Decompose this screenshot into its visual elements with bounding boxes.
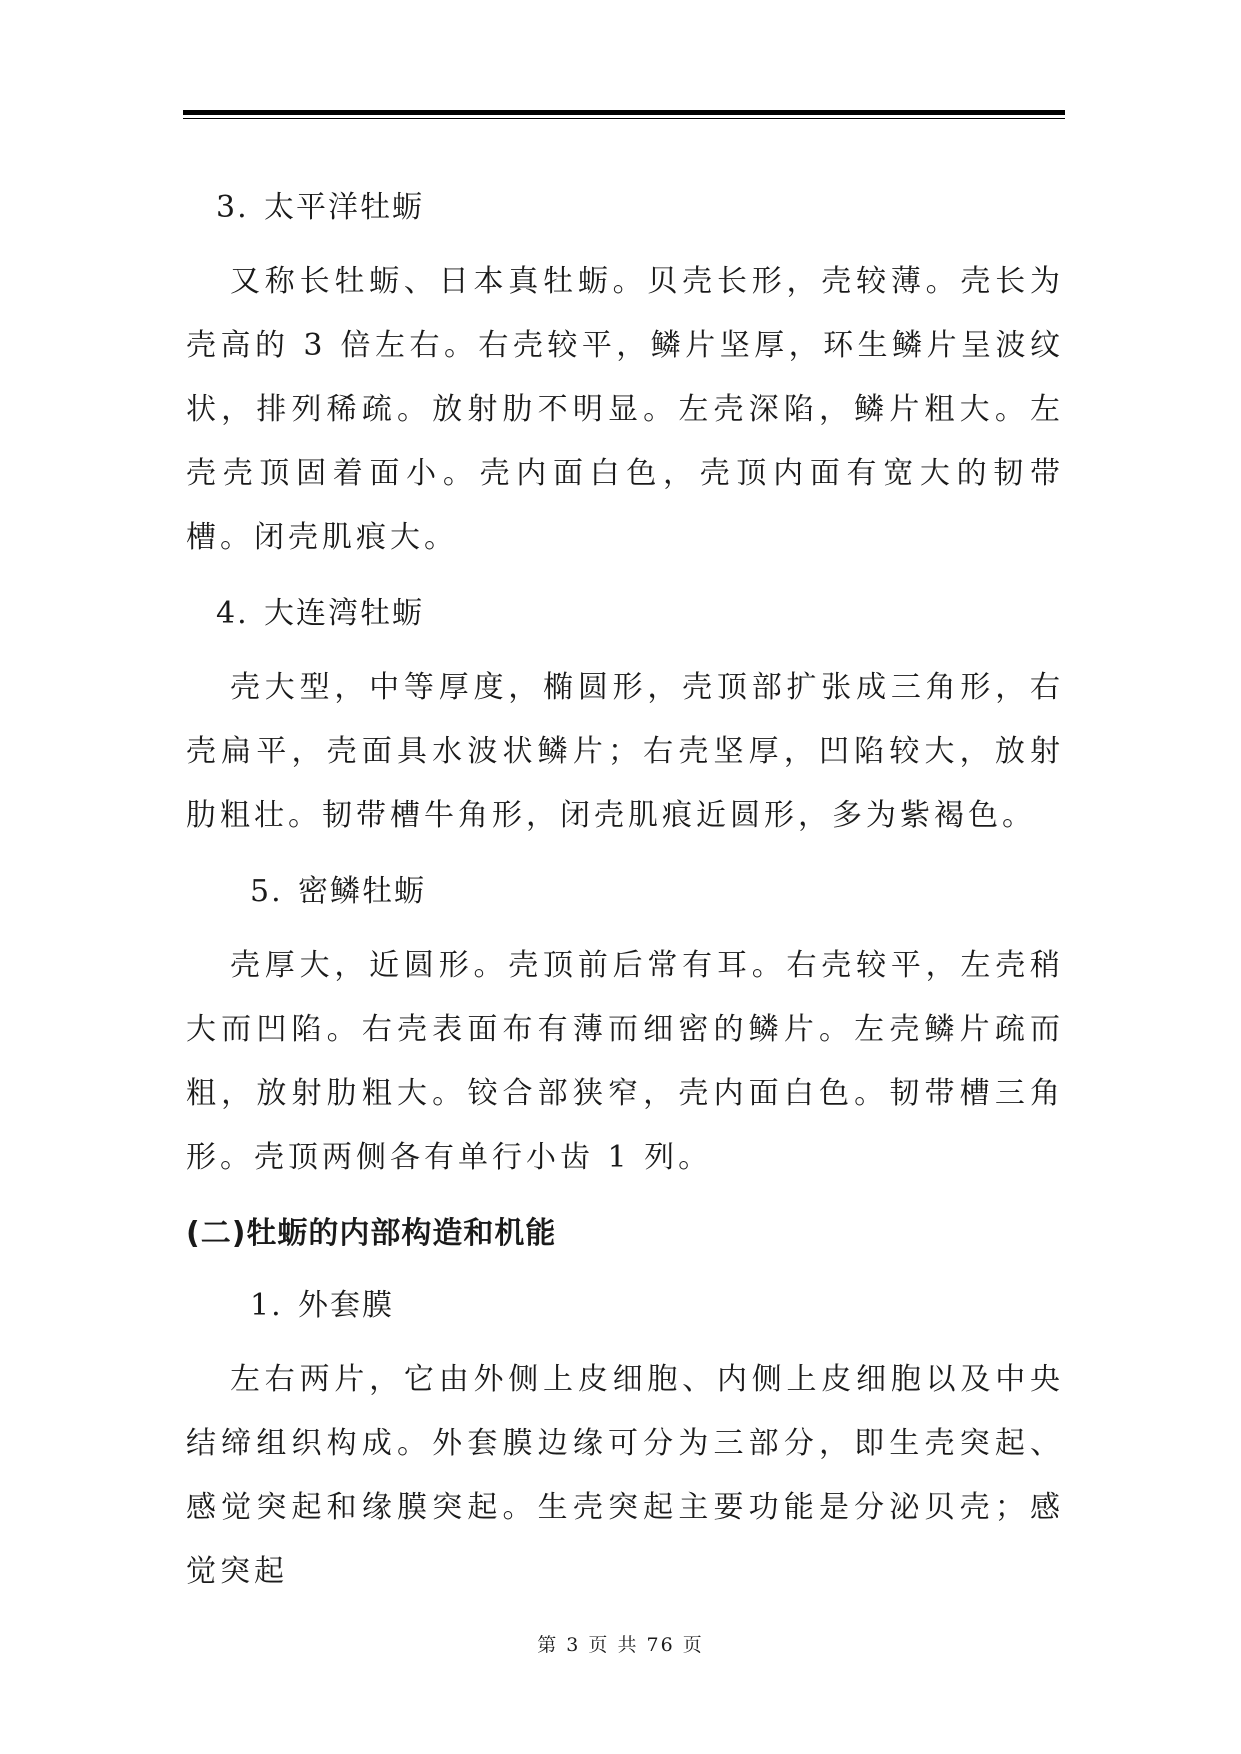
section-heading-5 [186, 862, 1064, 922]
page-footer: 第 3 页 共 76 页 [537, 1634, 704, 1656]
subsection-heading [186, 1276, 1064, 1336]
heading-title: 密鳞牡蛎 [298, 874, 426, 909]
heading-number: 4. [216, 596, 249, 631]
header-rule-thin [183, 118, 1065, 119]
heading-title: 太平洋牡蛎 [264, 190, 424, 225]
header-rule [183, 110, 1065, 115]
paragraph: 又称长牡蛎、日本真牡蛎。贝壳长形，壳较薄。壳长为壳高的 3 倍左右。右壳较平，鳞片坚厚，环生鳞片呈波纹状，排列稀疏。放射肋不明显。左壳深陷，鳞片粗大。左壳壳顶固着面小。壳内面白色，壳顶内面有宽大的韧带槽。闭壳肌痕大。 [186, 264, 1064, 555]
heading-title: 外套膜 [298, 1288, 394, 1323]
paragraph: 壳厚大，近圆形。壳顶前后常有耳。右壳较平，左壳稍大而凹陷。右壳表面布有薄而细密的鳞片。左壳鳞片疏而粗，放射肋粗大。铰合部狭窄，壳内面白色。韧带槽三角形。壳顶两侧各有单行小齿 1 列。 [186, 948, 1064, 1175]
page-content [186, 178, 1064, 1618]
heading-title: 大连湾牡蛎 [264, 596, 424, 631]
chapter-section-heading: (二)牡蛎的内部构造和机能 [186, 1216, 557, 1251]
section-heading-4 [186, 584, 1064, 644]
section-heading-3 [186, 178, 1064, 238]
paragraph: 左右两片，它由外侧上皮细胞、内侧上皮细胞以及中央结缔组织构成。外套膜边缘可分为三部分，即生壳突起、感觉突起和缘膜突起。生壳突起主要功能是分泌贝壳；感觉突起 [186, 1362, 1064, 1589]
heading-number: 1. [250, 1288, 283, 1323]
heading-number: 3. [216, 190, 249, 225]
paragraph: 壳大型，中等厚度，椭圆形，壳顶部扩张成三角形，右壳扁平，壳面具水波状鳞片；右壳坚厚，凹陷较大，放射肋粗壮。韧带槽牛角形，闭壳肌痕近圆形，多为紫褐色。 [186, 670, 1064, 833]
heading-number: 5. [250, 874, 283, 909]
